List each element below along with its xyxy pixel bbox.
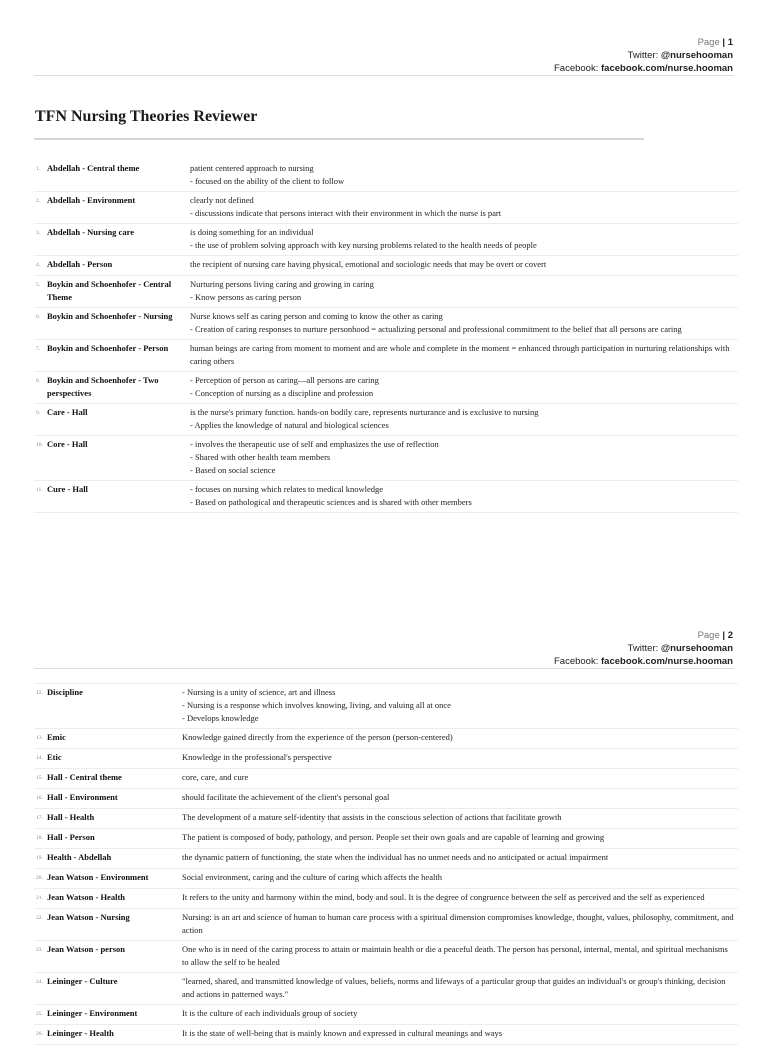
- twitter-line: [554, 49, 733, 62]
- glossary-row: [34, 789, 738, 809]
- entry-term: Abdellah - Person: [45, 256, 188, 276]
- entry-term: Abdellah - Nursing care: [45, 224, 188, 256]
- title-divider: [34, 138, 644, 140]
- glossary-row: [34, 684, 738, 729]
- glossary-row: [34, 941, 738, 973]
- entry-definition: should facilitate the achievement of the client's personal goal: [180, 789, 738, 809]
- twitter-label: Twitter:: [627, 50, 659, 61]
- entry-term: Leininger - Culture: [45, 973, 180, 1005]
- glossary-row: [34, 829, 738, 849]
- page-number: 1: [727, 37, 733, 48]
- entry-number: 6.: [34, 308, 45, 340]
- twitter-line: [554, 642, 733, 655]
- glossary-table: [34, 160, 738, 513]
- facebook-label: Facebook:: [554, 656, 599, 667]
- glossary-row: [34, 436, 738, 481]
- glossary-row: [34, 749, 738, 769]
- entry-number: 2.: [34, 192, 45, 224]
- entry-definition: Nurturing persons living caring and growing in caring - Know persons as caring person: [188, 276, 738, 308]
- page-label: Page: [697, 630, 720, 641]
- glossary-row: [34, 256, 738, 276]
- entry-term: Emic: [45, 729, 180, 749]
- page-number-line: Page | 1: [697, 37, 733, 48]
- entry-term: Abdellah - Environment: [45, 192, 188, 224]
- entry-number: 16.: [34, 789, 45, 809]
- entry-number: 17.: [34, 809, 45, 829]
- entry-number: 10.: [34, 436, 45, 481]
- entry-number: 3.: [34, 224, 45, 256]
- page-header: [554, 36, 733, 75]
- entry-number: 13.: [34, 729, 45, 749]
- entry-number: 22.: [34, 909, 45, 941]
- entry-definition: One who is in need of the caring process to attain or maintain health or die a peaceful death. The person has personal, internal, mental, and spiritual mechanisms to allow the self to be healed: [180, 941, 738, 973]
- header-divider: [34, 75, 734, 76]
- document-title: TFN Nursing Theories Reviewer: [35, 108, 258, 125]
- entry-term: Discipline: [45, 684, 180, 729]
- entry-definition: It is the state of well-being that is mainly known and expressed in cultural meanings and ways: [180, 1025, 738, 1045]
- header-divider: [34, 668, 734, 669]
- facebook-label: Facebook:: [554, 63, 599, 74]
- glossary-row: [34, 224, 738, 256]
- entry-term: Jean Watson - person: [45, 941, 180, 973]
- entry-term: Hall - Health: [45, 809, 180, 829]
- entry-definition: - Nursing is a unity of science, art and illness - Nursing is a response which involves knowing, living, and valuing all at once - Develops knowledge: [180, 684, 738, 729]
- entry-term: Leininger - Environment: [45, 1005, 180, 1025]
- entry-definition: The development of a mature self-identity that assists in the conscious selection of actions that facilitate growth: [180, 809, 738, 829]
- entry-definition: The patient is composed of body, pathology, and person. People set their own goals and are capable of learning and growing: [180, 829, 738, 849]
- page-label: Page: [697, 37, 720, 48]
- entry-term: Jean Watson - Environment: [45, 869, 180, 889]
- glossary-row: [34, 192, 738, 224]
- entry-number: 5.: [34, 276, 45, 308]
- entry-number: 11.: [34, 481, 45, 513]
- entry-definition: - focuses on nursing which relates to medical knowledge - Based on pathological and therapeutic sciences and is shared with other members: [188, 481, 738, 513]
- glossary-row: [34, 481, 738, 513]
- entry-definition: core, care, and cure: [180, 769, 738, 789]
- glossary-row: [34, 869, 738, 889]
- entry-term: Leininger - Health: [45, 1025, 180, 1045]
- entry-definition: the recipient of nursing care having physical, emotional and sociologic needs that may be overt or covert: [188, 256, 738, 276]
- glossary-row: [34, 909, 738, 941]
- entry-number: 18.: [34, 829, 45, 849]
- entry-number: 21.: [34, 889, 45, 909]
- glossary-row: [34, 340, 738, 372]
- facebook-link[interactable]: facebook.com/nurse.hooman: [601, 656, 733, 667]
- glossary-row: [34, 729, 738, 749]
- entry-definition: Knowledge gained directly from the experience of the person (person-centered): [180, 729, 738, 749]
- entry-term: Abdellah - Central theme: [45, 160, 188, 192]
- glossary-row: [34, 809, 738, 829]
- facebook-line: [554, 655, 733, 668]
- entry-definition: patient centered approach to nursing - focused on the ability of the client to follow: [188, 160, 738, 192]
- entry-number: 25.: [34, 1005, 45, 1025]
- entry-term: Boykin and Schoenhofer - Central Theme: [45, 276, 188, 308]
- twitter-handle[interactable]: @nursehooman: [660, 50, 733, 61]
- entry-term: Care - Hall: [45, 404, 188, 436]
- entry-number: 20.: [34, 869, 45, 889]
- entry-definition: human beings are caring from moment to moment and are whole and complete in the moment = enhanced through participation in nurturing relationships with caring others: [188, 340, 738, 372]
- glossary-row: [34, 889, 738, 909]
- entry-definition: clearly not defined - discussions indicate that persons interact with their environment in which the nurse is part: [188, 192, 738, 224]
- facebook-link[interactable]: facebook.com/nurse.hooman: [601, 63, 733, 74]
- glossary-row: [34, 372, 738, 404]
- entry-number: 1.: [34, 160, 45, 192]
- entry-term: Hall - Environment: [45, 789, 180, 809]
- entry-definition: "learned, shared, and transmitted knowledge of values, beliefs, norms and lifeways of a particular group that guides an individual's or group's thinking, decision and actions in patterned ways.": [180, 973, 738, 1005]
- entry-term: Hall - Central theme: [45, 769, 180, 789]
- glossary-row: [34, 1025, 738, 1045]
- entry-definition: the dynamic pattern of functioning, the state when the individual has no unmet needs and no anticipated or actual impairment: [180, 849, 738, 869]
- entry-definition: Nurse knows self as caring person and coming to know the other as caring - Creation of caring responses to nurture personhood = actualizing personal and professional commitment to the belief that all persons are caring: [188, 308, 738, 340]
- entry-definition: is the nurse's primary function. hands-on bodily care, represents nurturance and is exclusive to nursing - Applies the knowledge of natural and biological sciences: [188, 404, 738, 436]
- entry-definition: It refers to the unity and harmony within the mind, body and soul. It is the degree of congruence between the self as perceived and the self as experienced: [180, 889, 738, 909]
- facebook-line: [554, 62, 733, 75]
- entry-number: 9.: [34, 404, 45, 436]
- entry-number: 24.: [34, 973, 45, 1005]
- page-header: [554, 629, 733, 668]
- glossary-row: [34, 973, 738, 1005]
- glossary-row: [34, 769, 738, 789]
- entry-number: 15.: [34, 769, 45, 789]
- glossary-row: [34, 1005, 738, 1025]
- entry-number: 7.: [34, 340, 45, 372]
- glossary-row: [34, 849, 738, 869]
- entry-number: 26.: [34, 1025, 45, 1045]
- page-number: 2: [727, 630, 733, 641]
- entry-definition: It is the culture of each individuals group of society: [180, 1005, 738, 1025]
- entry-number: 4.: [34, 256, 45, 276]
- entry-term: Jean Watson - Nursing: [45, 909, 180, 941]
- glossary-table: [34, 683, 738, 1045]
- entry-number: 14.: [34, 749, 45, 769]
- glossary-row: [34, 160, 738, 192]
- glossary-row: [34, 404, 738, 436]
- twitter-handle[interactable]: @nursehooman: [660, 643, 733, 654]
- entry-definition: Social environment, caring and the culture of caring which affects the health: [180, 869, 738, 889]
- entry-number: 12.: [34, 684, 45, 729]
- page-2: [0, 620, 768, 1038]
- entry-term: Hall - Person: [45, 829, 180, 849]
- entry-definition: Knowledge in the professional's perspective: [180, 749, 738, 769]
- entry-definition: - involves the therapeutic use of self and emphasizes the use of reflection - Shared with other health team members - Based on social science: [188, 436, 738, 481]
- entry-number: 23.: [34, 941, 45, 973]
- twitter-label: Twitter:: [627, 643, 659, 654]
- page-number-line: Page | 2: [697, 630, 733, 641]
- entry-term: Boykin and Schoenhofer - Nursing: [45, 308, 188, 340]
- entry-term: Health - Abdellah: [45, 849, 180, 869]
- entry-number: 8.: [34, 372, 45, 404]
- entry-term: Jean Watson - Health: [45, 889, 180, 909]
- entry-term: Boykin and Schoenhofer - Person: [45, 340, 188, 372]
- entry-term: Cure - Hall: [45, 481, 188, 513]
- entry-definition: - Perception of person as caring—all persons are caring - Conception of nursing as a discipline and profession: [188, 372, 738, 404]
- entry-term: Etic: [45, 749, 180, 769]
- entry-term: Core - Hall: [45, 436, 188, 481]
- entry-definition: is doing something for an individual - the use of problem solving approach with key nursing problems related to the health needs of people: [188, 224, 738, 256]
- glossary-row: [34, 308, 738, 340]
- glossary-row: [34, 276, 738, 308]
- entry-term: Boykin and Schoenhofer - Two perspectives: [45, 372, 188, 404]
- entry-number: 19.: [34, 849, 45, 869]
- entry-definition: Nursing: is an art and science of human to human care process with a spiritual dimension compromises knowledge, thought, values, philosophy, commitment, and action: [180, 909, 738, 941]
